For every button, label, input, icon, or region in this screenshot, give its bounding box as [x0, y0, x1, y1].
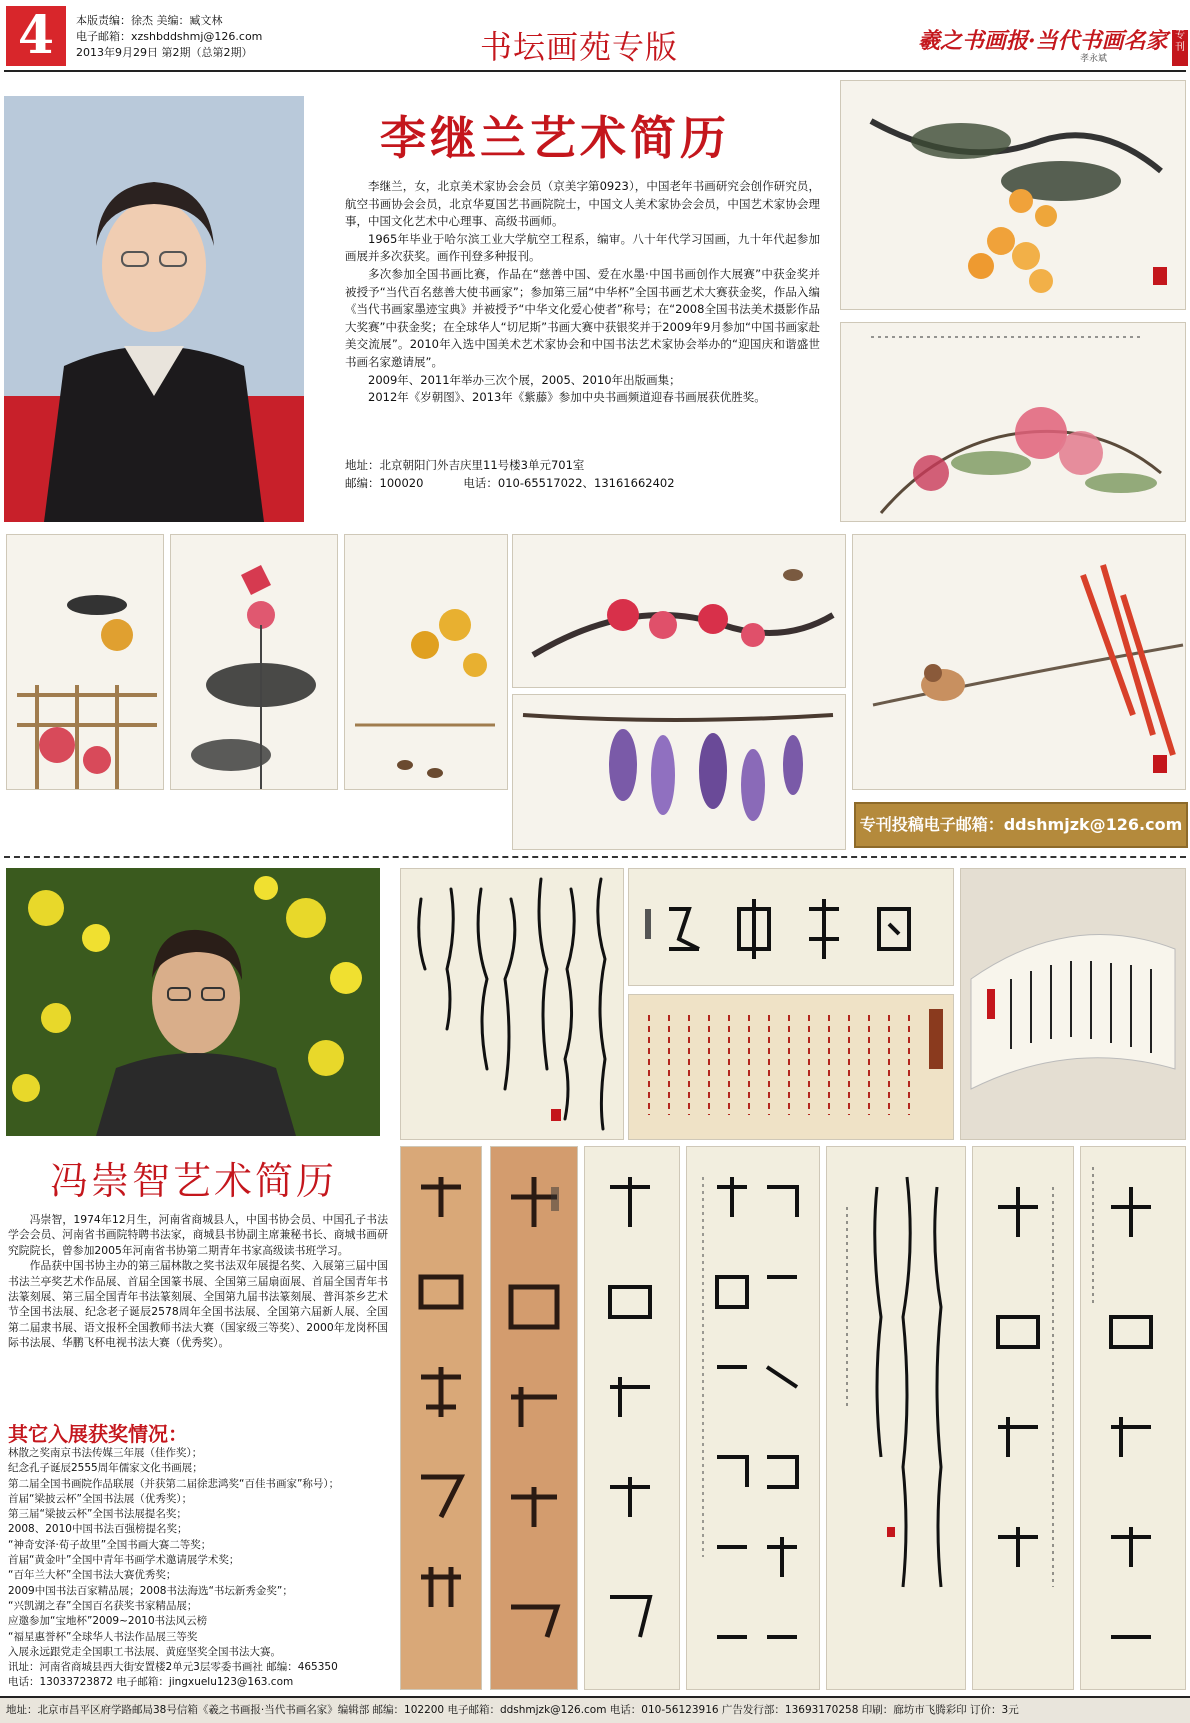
calligraphy-running-script: [826, 1146, 966, 1690]
editor-line: 本版责编：徐杰 美编：臧文林: [76, 14, 223, 27]
bio2-title: 冯崇智艺术简历: [50, 1159, 338, 1203]
bio2-paragraph: 作品获中国书协主办的第三届林散之奖书法双年展提名奖、入展第三届中国书法兰亭奖艺术作品展、首届全国篆书展、全国第三届扇面展、首届全国青年书法篆刻展、第三届全国青年书法篆刻展、全国第九届书法篆刻展、普洱茶乡艺术节全国书法展、纪念老子诞辰2578周年全国书法展、全国第六届新人展、全国第二届隶书展、语文报杯全国教师书法大赛（国家级三等奖）、2000年龙岗杯国际书法展、华鹏飞杯电视书法大赛（优秀奖）。: [8, 1259, 388, 1350]
portrait-photo-feng-chongzhi: [6, 868, 380, 1136]
painting-chrysanthemum-fence: [6, 534, 164, 790]
award-item: “福星惠誉杯”全球华人书法作品展三等奖: [8, 1630, 198, 1643]
painting-lotus: [170, 534, 338, 790]
award-item: 第二届全国书画院作品联展（并获第二届徐悲鸿奖“百佳书画家”称号）；: [8, 1477, 340, 1490]
bio1-paragraph: 1965年毕业于哈尔滨工业大学航空工程系，编审。八十年代学习国画，九十年代起参加画展并多次获奖。画作刊登多种报刊。: [345, 231, 820, 264]
email-banner: 专刊投稿电子邮箱：ddshmjzk@126.com: [854, 802, 1188, 848]
award-item: “兴凯湖之春”全国百名获奖书家精品展；: [8, 1599, 198, 1612]
page-number: 4: [6, 6, 66, 66]
bio1-paragraph: 2012年《岁朝图》、2013年《紫藤》参加中央书画频道迎春书画展获优胜奖。: [368, 390, 766, 405]
award-item: “百年兰大杯”全国书法大赛优秀奖；: [8, 1569, 177, 1582]
painting-plum-blossom-birds: [512, 534, 846, 688]
award-item: “神奇安泽·荀子故里”全国书画大赛二等奖；: [8, 1538, 212, 1551]
painting-loquat: [840, 80, 1186, 310]
bio1-phone: 电话：010-65517022、13161662402: [463, 476, 675, 490]
contact-phone: 电话：13033723872 电子邮箱：jingxuelu123@163.com: [8, 1676, 294, 1689]
bio1-contact: [345, 456, 675, 492]
awards-list: [8, 1446, 388, 1691]
painting-peony-birds: [840, 322, 1186, 522]
award-item: 首届“黄金叶”全国中青年书画学术邀请展学术奖；: [8, 1554, 240, 1567]
award-item: 2008、2010中国书法百强榜提名奖；: [8, 1523, 188, 1536]
masthead-signature: 孝永斌: [1080, 54, 1108, 64]
painting-wisteria: [512, 694, 846, 850]
award-item: 纪念孔子诞辰2555周年儒家文化书画展；: [8, 1462, 203, 1475]
contact-address: 讯址：河南省商城县西大街安置楼2单元3层零委书画社 邮编：465350: [8, 1661, 338, 1674]
award-item: 2009中国书法百家精品展；2008书法海选“书坛新秀金奖”；: [8, 1584, 293, 1597]
bio1-postcode: 邮编：100020: [345, 476, 424, 490]
couplet-scroll-1: [400, 1146, 482, 1690]
bio2-body: [8, 1212, 388, 1351]
date-line: 2013年9月29日 第2期（总第2期）: [76, 46, 253, 59]
calligraphy-cursive-scroll: [400, 868, 624, 1140]
painting-bird-red-bamboo: [852, 534, 1186, 790]
other-awards-title: 其它入展获奖情况：: [8, 1422, 188, 1446]
couplet-scroll-4: [972, 1146, 1074, 1690]
email-line: 电子邮箱：xzshbddshmj@126.com: [76, 30, 263, 43]
calligraphy-oracle-bone-scroll: [628, 994, 954, 1140]
award-item: 应邀参加“宝地杯”2009~2010书法风云榜: [8, 1615, 208, 1628]
calligraphy-seal-vertical: [686, 1146, 820, 1690]
section-title: 书坛画苑专版: [480, 28, 679, 66]
header-rule: [4, 70, 1186, 72]
bio2-paragraph: 冯崇智，1974年12月生，河南省商城县人，中国书协会员、中国孔子书法学会会员、河南省书画院特聘书法家，商城县书协副主席兼秘书长、商城书画研究院院长，曾参加2005年河南省书协第二期青年书家高级读书班学习。: [8, 1213, 388, 1257]
footer-info: 地址：北京市昌平区府学路邮局38号信箱《羲之书画报·当代书画名家》编辑部 邮编：102200 电子邮箱：ddshmjzk@126.com 电话：010-56123916 广告发行部：13693170258 印刷：廊坊市飞腾彩印 订价：3元: [0, 1696, 1190, 1723]
bio1-body: [345, 178, 820, 407]
award-item: 入展永远跟党走全国职工书法展、黄庭坚奖全国书法大赛。: [8, 1645, 281, 1658]
bio1-paragraph: 2009年、2011年举办三次个展，2005、2010年出版画集；: [368, 372, 681, 387]
masthead-badge: 专刊: [1172, 30, 1188, 66]
award-item: 首届“梁披云杯”全国书法展（优秀奖）；: [8, 1492, 193, 1505]
painting-chrysanthemum-birds: [344, 534, 508, 790]
masthead-logo: 羲之书画报·当代书画名家: [918, 28, 1168, 54]
award-item: 第三届“梁披云杯”全国书法展提名奖；: [8, 1508, 187, 1521]
award-item: 林散之奖南京书法传媒三年展（佳作奖）；: [8, 1447, 203, 1459]
calligraphy-fan-leaf: [960, 868, 1186, 1140]
couplet-scroll-5: [1080, 1146, 1186, 1690]
couplet-scroll-3: [584, 1146, 680, 1690]
couplet-scroll-2: [490, 1146, 578, 1690]
section-divider: [4, 856, 1186, 858]
calligraphy-seal-script-horizontal: [628, 868, 954, 986]
bio1-address: 地址：北京朝阳门外吉庆里11号楼3单元701室: [345, 458, 585, 472]
bio1-title: 李继兰艺术简历: [380, 111, 730, 165]
portrait-photo-li-jilan: [4, 96, 304, 522]
bio1-paragraph: 李继兰，女，北京美术家协会会员（京美字第0923），中国老年书画研究会创作研究员，航空书画协会会员，北京华夏国艺书画院院士，中国文人美术家协会会员，中国艺术家协会理事，中国文化艺术中心理事、高级书画师。: [345, 179, 820, 229]
bio1-paragraph: 多次参加全国书画比赛，作品在“慈善中国、爱在水墨·中国书画创作大展赛”中获金奖并被授予“当代百名慈善大使书画家”；参加第三届“中华杯”全国书画艺术大赛获金奖，作品入编《当代书画家墨迹宝典》并被授予“中华文化爱心使者”称号；在“2008全国书法美术摄影作品大奖赛”中获金奖；在全球华人“切尼斯”书画大赛中获银奖并于2009年9月参加“中国书画家赴美交流展”。2010年入选中国美术艺术家协会和中国书法艺术家协会举办的“迎国庆和谐盛世书画名家邀请展”。: [345, 266, 820, 369]
